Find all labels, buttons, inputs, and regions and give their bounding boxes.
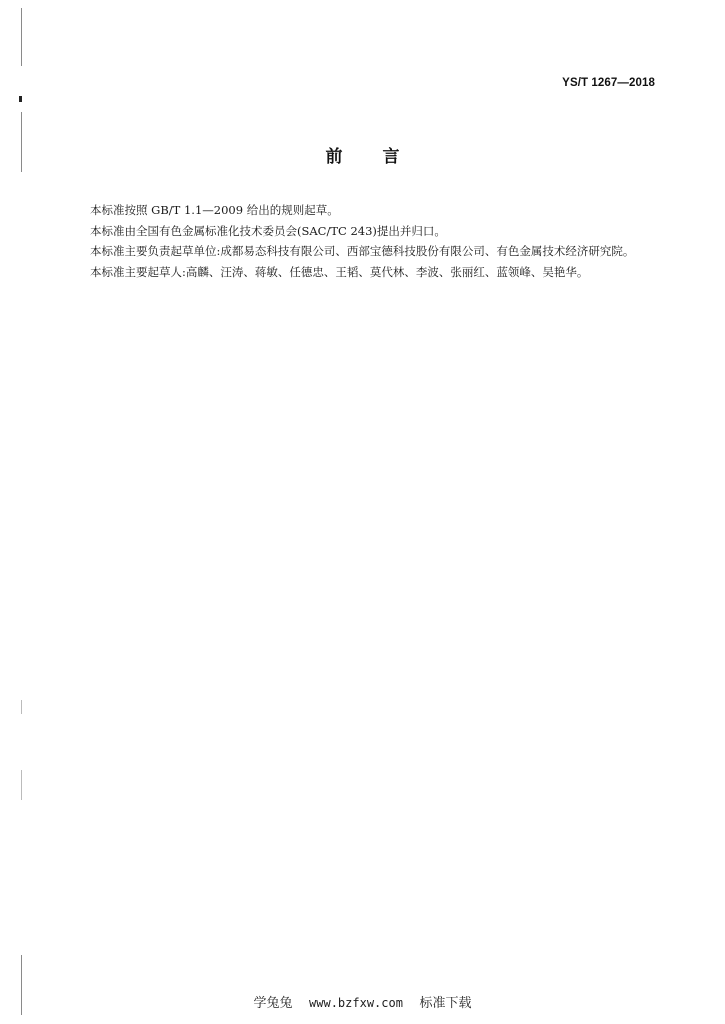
standard-code: YS/T 1267—2018 bbox=[562, 77, 655, 89]
scan-edge-line bbox=[21, 700, 22, 714]
section-title-char: 言 bbox=[382, 147, 400, 167]
footer-tagline: 标准下载 bbox=[419, 996, 472, 1011]
paragraph-proposer: 本标准由全国有色金属标准化技术委员会(SAC/TC 243)提出并归口。 bbox=[90, 223, 446, 238]
section-title bbox=[0, 142, 725, 167]
section-title-char: 前 bbox=[325, 147, 343, 167]
foreword-body bbox=[67, 200, 659, 282]
scan-edge-mark bbox=[19, 96, 22, 102]
footer-url[interactable]: www.bzfxw.com bbox=[309, 996, 403, 1010]
paragraph-drafters: 本标准主要起草人:高麟、汪涛、蒋敏、任德忠、王韬、莫代林、李波、张丽红、蓝领峰、吴艳华。 bbox=[90, 264, 589, 279]
scan-edge-line bbox=[21, 770, 22, 800]
footer-watermark bbox=[0, 992, 725, 1011]
footer-site-name: 学兔兔 bbox=[253, 996, 293, 1011]
paragraph-drafting-rules: 本标准按照 GB/T 1.1—2009 给出的规则起草。 bbox=[90, 203, 339, 217]
scan-edge-line bbox=[21, 8, 22, 66]
paragraph-drafting-units: 本标准主要负责起草单位:成都易态科技有限公司、西部宝德科技股份有限公司、有色金属技术经济研究院。 bbox=[90, 244, 635, 258]
